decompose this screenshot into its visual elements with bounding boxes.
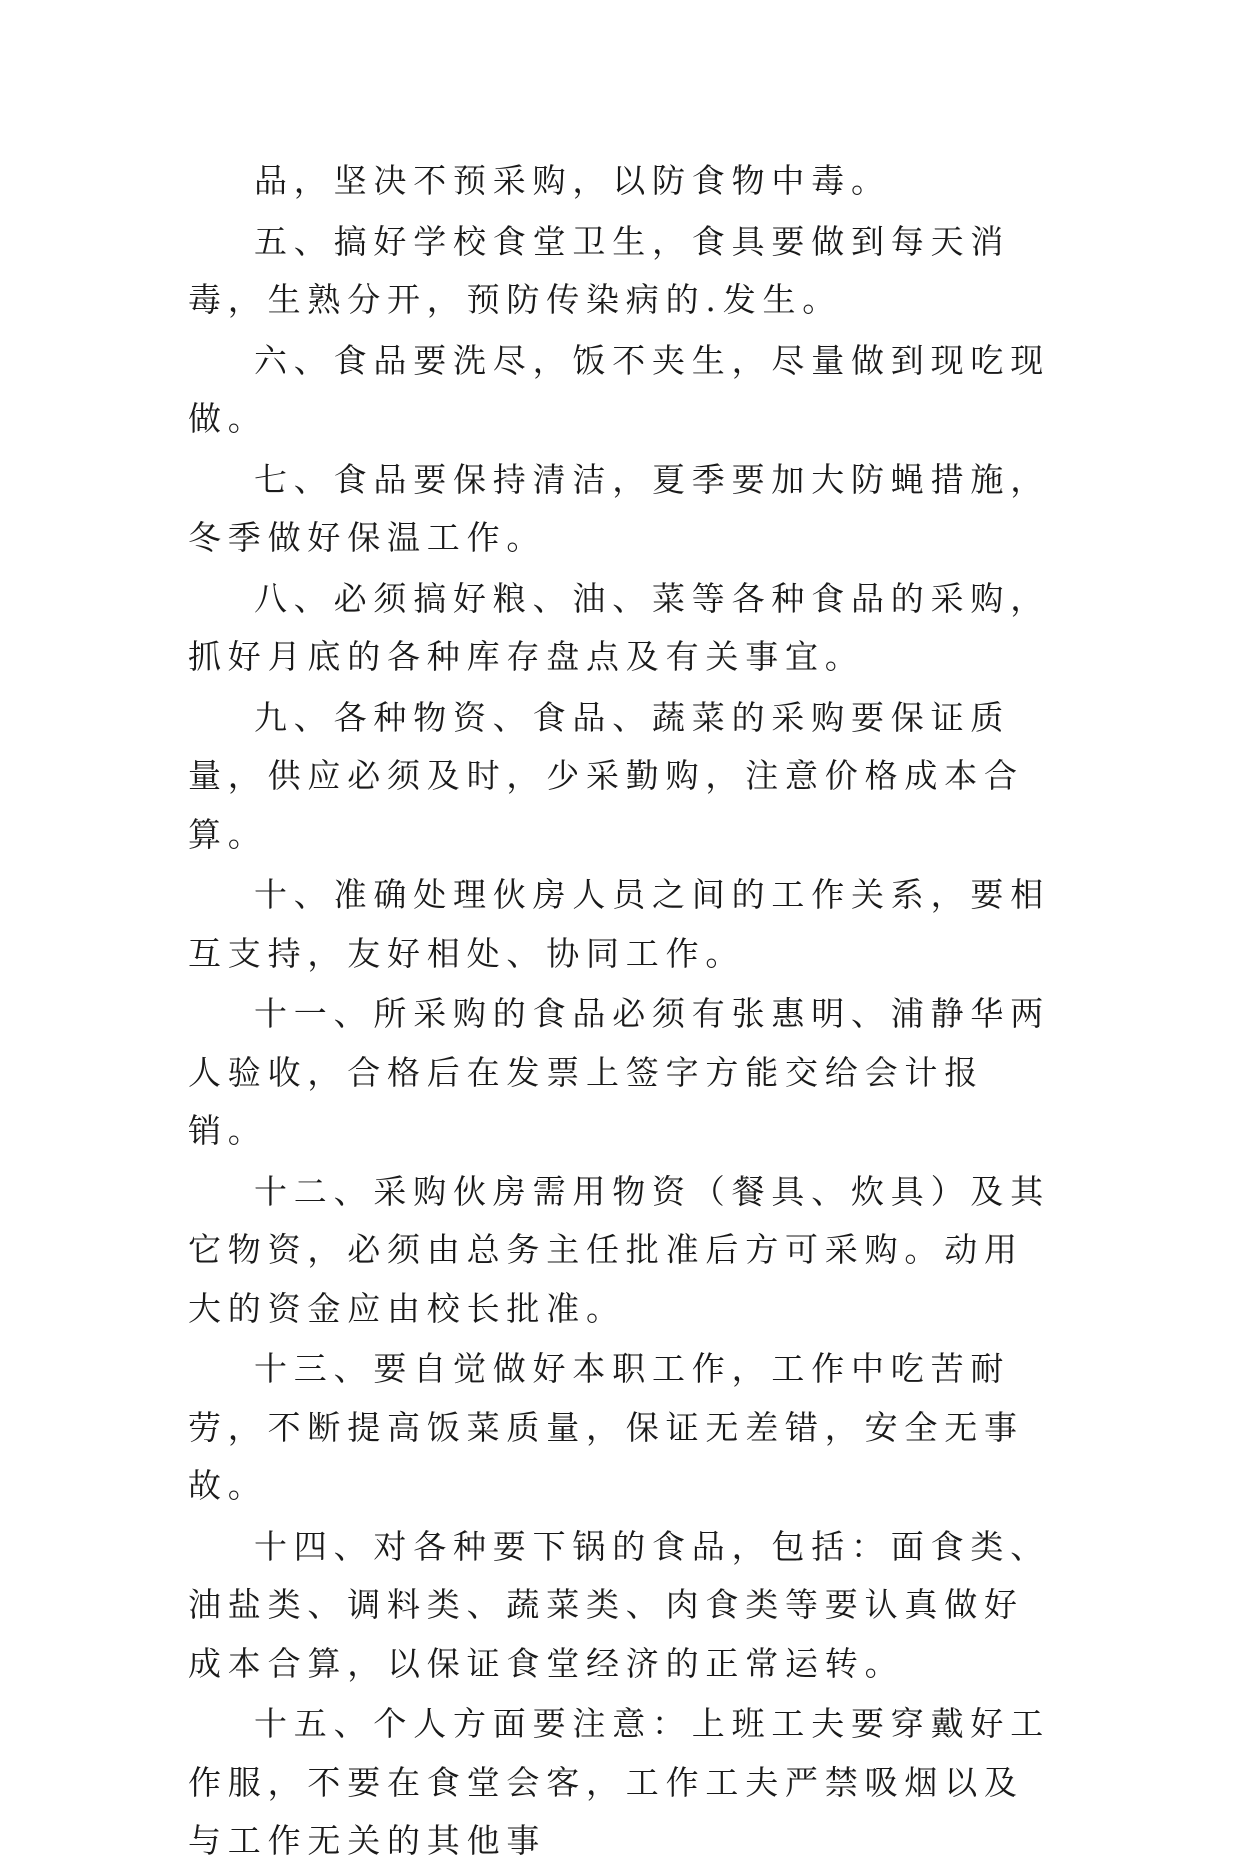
paragraph: 七、食品要保持清洁，夏季要加大防蝇措施，冬季做好保温工作。	[188, 459, 1050, 557]
paragraph: 十五、个人方面要注意：上班工夫要穿戴好工作服，不要在食堂会客，工作工夫严禁吸烟以及与工作无关的其他事	[188, 1704, 1050, 1860]
paragraph: 十一、所采购的食品必须有张惠明、浦静华两人验收，合格后在发票上签字方能交给会计报销。	[188, 994, 1050, 1150]
document-body	[188, 152, 1058, 1873]
paragraph: 九、各种物资、食品、蔬菜的采购要保证质量，供应必须及时，少采勤购，注意价格成本合算。	[188, 697, 1024, 854]
paragraph: 八、必须搞好粮、油、菜等各种食品的采购，抓好月底的各种库存盘点及有关事宜。	[188, 578, 1050, 676]
paragraph: 十二、采购伙房需用物资（餐具、炊具）及其它物资，必须由总务主任批准后方可采购。动用大的资金应由校长批准。	[188, 1171, 1050, 1328]
paragraph: 六、食品要洗尽，饭不夹生，尽量做到现吃现做。	[188, 340, 1050, 438]
paragraph: 五、搞好学校食堂卫生，食具要做到每天消毒，生熟分开，预防传染病的.发生。	[188, 221, 1011, 319]
paragraph: 十、准确处理伙房人员之间的工作关系，要相互支持，友好相处、协同工作。	[188, 875, 1050, 973]
paragraph: 品，坚决不预采购，以防食物中毒。	[254, 161, 891, 200]
paragraph: 十四、对各种要下锅的食品，包括：面食类、油盐类、调料类、蔬菜类、肉食类等要认真做好成本合算，以保证食堂经济的正常运转。	[188, 1526, 1050, 1683]
paragraph: 十三、要自觉做好本职工作，工作中吃苦耐劳，不断提高饭菜质量，保证无差错，安全无事故。	[188, 1349, 1024, 1505]
